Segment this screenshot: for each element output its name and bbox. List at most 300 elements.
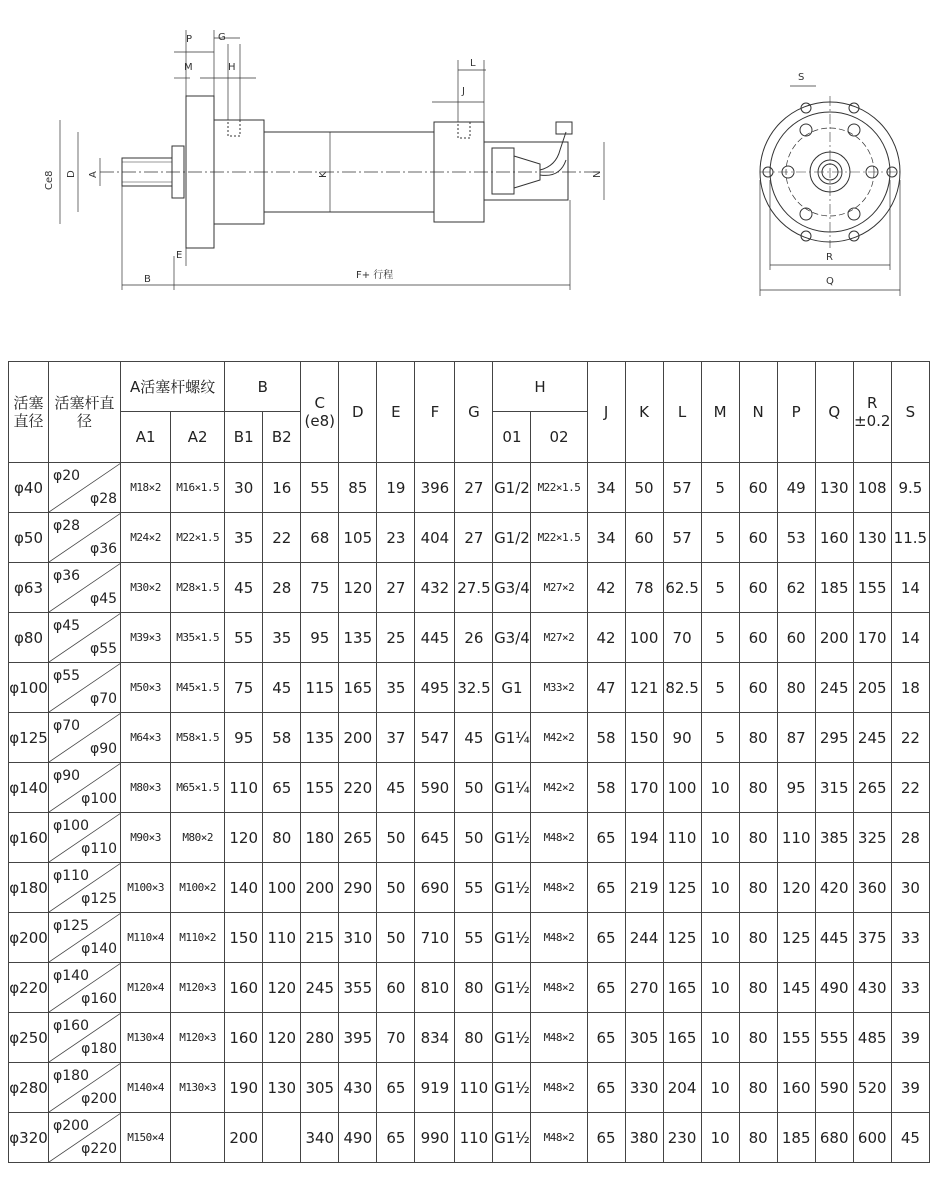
header-k: K — [625, 362, 663, 463]
cell-a2: M16×1.5 — [171, 463, 225, 513]
cell-r: 265 — [853, 763, 891, 813]
cell-j: 34 — [587, 463, 625, 513]
rod-diameter-min: φ28 — [53, 518, 81, 534]
cell-m: 5 — [701, 563, 739, 613]
table-row — [9, 913, 930, 963]
cell-s: 11.5 — [891, 513, 929, 563]
cell-r: 108 — [853, 463, 891, 513]
cell-piston: φ220 — [9, 963, 49, 1013]
cell-n: 80 — [739, 1113, 777, 1163]
cell-j: 42 — [587, 613, 625, 663]
cell-r: 430 — [853, 963, 891, 1013]
table-row — [9, 713, 930, 763]
rod-diameter-min: φ70 — [53, 718, 81, 734]
cell-k: 100 — [625, 613, 663, 663]
cell-a2: M22×1.5 — [171, 513, 225, 563]
cell-piston: φ80 — [9, 613, 49, 663]
cell-q: 490 — [815, 963, 853, 1013]
cell-h01: G3/4 — [493, 563, 531, 613]
cell-k: 170 — [625, 763, 663, 813]
header-b1: B1 — [225, 412, 263, 463]
cell-q: 445 — [815, 913, 853, 963]
rod-diameter-max: φ110 — [81, 841, 118, 857]
cell-piston: φ250 — [9, 1013, 49, 1063]
cell-p: 49 — [777, 463, 815, 513]
cell-g: 80 — [455, 963, 493, 1013]
cell-l: 230 — [663, 1113, 701, 1163]
cell-n: 80 — [739, 913, 777, 963]
cell-l: 57 — [663, 463, 701, 513]
header-h01: 01 — [493, 412, 531, 463]
table-row — [9, 1063, 930, 1113]
cell-q: 680 — [815, 1113, 853, 1163]
cell-f: 590 — [415, 763, 455, 813]
cell-p: 87 — [777, 713, 815, 763]
dim-label-a: A — [88, 171, 99, 178]
cell-rod-diameter — [49, 713, 121, 763]
cell-g: 50 — [455, 763, 493, 813]
cell-s: 33 — [891, 963, 929, 1013]
dim-label-q: Q — [826, 276, 834, 287]
cell-g: 110 — [455, 1063, 493, 1113]
cell-p: 155 — [777, 1013, 815, 1063]
cell-r: 520 — [853, 1063, 891, 1113]
cell-l: 165 — [663, 1013, 701, 1063]
rod-diameter-max: φ90 — [90, 741, 118, 757]
cell-rod-diameter — [49, 1013, 121, 1063]
cell-r: 170 — [853, 613, 891, 663]
cell-r: 360 — [853, 863, 891, 913]
cell-c: 115 — [301, 663, 339, 713]
cell-c: 95 — [301, 613, 339, 663]
cell-n: 80 — [739, 813, 777, 863]
cell-s: 22 — [891, 713, 929, 763]
cell-d: 105 — [339, 513, 377, 563]
cell-e: 23 — [377, 513, 415, 563]
cell-f: 404 — [415, 513, 455, 563]
cell-a2: M130×3 — [171, 1063, 225, 1113]
table-row — [9, 863, 930, 913]
cell-piston: φ320 — [9, 1113, 49, 1163]
cell-e: 65 — [377, 1063, 415, 1113]
cell-j: 65 — [587, 1113, 625, 1163]
cell-e: 50 — [377, 863, 415, 913]
cell-m: 10 — [701, 863, 739, 913]
rod-diameter-pair — [49, 513, 120, 562]
cell-e: 25 — [377, 613, 415, 663]
header-piston-diameter: 活塞直径 — [9, 362, 49, 463]
cell-rod-diameter — [49, 1113, 121, 1163]
cell-piston: φ50 — [9, 513, 49, 563]
header-b2: B2 — [263, 412, 301, 463]
cell-n: 60 — [739, 463, 777, 513]
cell-a1: M80×3 — [121, 763, 171, 813]
cell-j: 65 — [587, 963, 625, 1013]
cell-a2: M35×1.5 — [171, 613, 225, 663]
cell-m: 5 — [701, 663, 739, 713]
rod-diameter-max: φ180 — [81, 1041, 118, 1057]
cell-r: 130 — [853, 513, 891, 563]
rod-diameter-max: φ28 — [90, 491, 118, 507]
cell-l: 204 — [663, 1063, 701, 1113]
cell-c: 180 — [301, 813, 339, 863]
cell-h02: M27×2 — [531, 613, 587, 663]
cell-b2 — [263, 1113, 301, 1163]
cell-b1: 75 — [225, 663, 263, 713]
cell-s: 33 — [891, 913, 929, 963]
cell-l: 70 — [663, 613, 701, 663]
cell-h02: M48×2 — [531, 813, 587, 863]
rod-diameter-pair — [49, 913, 120, 962]
cell-l: 100 — [663, 763, 701, 813]
cell-rod-diameter — [49, 463, 121, 513]
cell-h02: M48×2 — [531, 913, 587, 963]
cell-b1: 30 — [225, 463, 263, 513]
cell-q: 130 — [815, 463, 853, 513]
cell-q: 315 — [815, 763, 853, 813]
cell-j: 34 — [587, 513, 625, 563]
cell-d: 85 — [339, 463, 377, 513]
cell-c: 75 — [301, 563, 339, 613]
rod-diameter-min: φ160 — [53, 1018, 89, 1034]
cell-k: 60 — [625, 513, 663, 563]
cell-c: 135 — [301, 713, 339, 763]
cell-b2: 35 — [263, 613, 301, 663]
cell-n: 80 — [739, 963, 777, 1013]
cell-a2 — [171, 1113, 225, 1163]
cell-q: 555 — [815, 1013, 853, 1063]
cell-g: 55 — [455, 863, 493, 913]
cell-s: 14 — [891, 613, 929, 663]
cell-h02: M48×2 — [531, 1063, 587, 1113]
cell-f: 919 — [415, 1063, 455, 1113]
cell-k: 121 — [625, 663, 663, 713]
table-row — [9, 763, 930, 813]
cell-e: 65 — [377, 1113, 415, 1163]
cell-b1: 160 — [225, 963, 263, 1013]
cell-b2: 65 — [263, 763, 301, 813]
dim-label-d: D — [66, 170, 77, 178]
cell-n: 80 — [739, 763, 777, 813]
cell-h01: G1½ — [493, 863, 531, 913]
cell-l: 125 — [663, 913, 701, 963]
cell-e: 50 — [377, 813, 415, 863]
rod-diameter-pair — [49, 1063, 120, 1112]
cell-a2: M58×1.5 — [171, 713, 225, 763]
cell-a2: M100×2 — [171, 863, 225, 913]
cell-e: 60 — [377, 963, 415, 1013]
cell-j: 47 — [587, 663, 625, 713]
cell-b2: 110 — [263, 913, 301, 963]
header-d: D — [339, 362, 377, 463]
cell-rod-diameter — [49, 913, 121, 963]
cell-b2: 100 — [263, 863, 301, 913]
dim-label-j: J — [462, 86, 465, 97]
cell-piston: φ200 — [9, 913, 49, 963]
cell-d: 200 — [339, 713, 377, 763]
rod-diameter-pair — [49, 1013, 120, 1062]
cell-piston: φ100 — [9, 663, 49, 713]
cell-l: 57 — [663, 513, 701, 563]
cell-q: 295 — [815, 713, 853, 763]
cell-m: 10 — [701, 1113, 739, 1163]
cylinder-spec-table — [8, 361, 930, 1163]
cell-c: 280 — [301, 1013, 339, 1063]
cell-m: 5 — [701, 513, 739, 563]
cell-p: 120 — [777, 863, 815, 913]
cell-l: 125 — [663, 863, 701, 913]
header-rod-diameter: 活塞杆直径 — [49, 362, 121, 463]
cell-d: 430 — [339, 1063, 377, 1113]
cell-q: 160 — [815, 513, 853, 563]
table-row — [9, 1013, 930, 1063]
cell-h02: M42×2 — [531, 713, 587, 763]
cell-s: 45 — [891, 1113, 929, 1163]
cell-l: 90 — [663, 713, 701, 763]
cell-piston: φ40 — [9, 463, 49, 513]
cell-a1: M110×4 — [121, 913, 171, 963]
cell-k: 78 — [625, 563, 663, 613]
header-rod-thread: A活塞杆螺纹 — [121, 362, 225, 412]
cell-h01: G1½ — [493, 1013, 531, 1063]
cell-k: 305 — [625, 1013, 663, 1063]
cell-d: 135 — [339, 613, 377, 663]
cell-s: 18 — [891, 663, 929, 713]
cell-a2: M28×1.5 — [171, 563, 225, 613]
cell-b1: 160 — [225, 1013, 263, 1063]
rod-diameter-max: φ140 — [81, 941, 118, 957]
cell-p: 62 — [777, 563, 815, 613]
rod-diameter-pair — [49, 1113, 120, 1162]
cell-a2: M80×2 — [171, 813, 225, 863]
cell-piston: φ63 — [9, 563, 49, 613]
cell-rod-diameter — [49, 963, 121, 1013]
header-c — [301, 362, 339, 463]
cell-c: 55 — [301, 463, 339, 513]
cell-b2: 120 — [263, 1013, 301, 1063]
cell-h02: M48×2 — [531, 1013, 587, 1063]
rod-diameter-max: φ45 — [90, 591, 118, 607]
cell-f: 432 — [415, 563, 455, 613]
cell-b1: 140 — [225, 863, 263, 913]
cell-h02: M22×1.5 — [531, 463, 587, 513]
cell-e: 27 — [377, 563, 415, 613]
cell-b2: 120 — [263, 963, 301, 1013]
cell-a1: M140×4 — [121, 1063, 171, 1113]
cell-b2: 22 — [263, 513, 301, 563]
cell-h02: M42×2 — [531, 763, 587, 813]
cell-s: 9.5 — [891, 463, 929, 513]
cell-p: 95 — [777, 763, 815, 813]
cell-q: 385 — [815, 813, 853, 863]
header-g: G — [455, 362, 493, 463]
rod-diameter-min: φ90 — [53, 768, 81, 784]
cell-a1: M100×3 — [121, 863, 171, 913]
rod-diameter-min: φ36 — [53, 568, 81, 584]
cell-f: 990 — [415, 1113, 455, 1163]
cell-f: 690 — [415, 863, 455, 913]
cell-b1: 120 — [225, 813, 263, 863]
rod-diameter-min: φ45 — [53, 618, 81, 634]
cell-k: 270 — [625, 963, 663, 1013]
cell-n: 60 — [739, 563, 777, 613]
cell-b2: 45 — [263, 663, 301, 713]
cell-r: 600 — [853, 1113, 891, 1163]
cell-h01: G1¼ — [493, 763, 531, 813]
cell-rod-diameter — [49, 613, 121, 663]
cell-rod-diameter — [49, 763, 121, 813]
cell-d: 490 — [339, 1113, 377, 1163]
rod-diameter-pair — [49, 563, 120, 612]
cell-p: 145 — [777, 963, 815, 1013]
header-s: S — [891, 362, 929, 463]
cell-a1: M50×3 — [121, 663, 171, 713]
cell-b1: 35 — [225, 513, 263, 563]
table-row — [9, 1113, 930, 1163]
cell-d: 220 — [339, 763, 377, 813]
dim-label-r: R — [826, 252, 833, 263]
cell-h02: M48×2 — [531, 863, 587, 913]
rod-diameter-min: φ125 — [53, 918, 89, 934]
rod-diameter-max: φ160 — [81, 991, 118, 1007]
cell-a1: M18×2 — [121, 463, 171, 513]
cell-rod-diameter — [49, 513, 121, 563]
cell-f: 645 — [415, 813, 455, 863]
rod-diameter-max: φ100 — [81, 791, 118, 807]
cell-b1: 200 — [225, 1113, 263, 1163]
cell-g: 26 — [455, 613, 493, 663]
cell-p: 185 — [777, 1113, 815, 1163]
cell-d: 120 — [339, 563, 377, 613]
cell-n: 80 — [739, 1013, 777, 1063]
cell-e: 50 — [377, 913, 415, 963]
cell-c: 68 — [301, 513, 339, 563]
cell-s: 39 — [891, 1013, 929, 1063]
cell-s: 30 — [891, 863, 929, 913]
cell-q: 420 — [815, 863, 853, 913]
cell-e: 37 — [377, 713, 415, 763]
table-row — [9, 613, 930, 663]
cell-h01: G1½ — [493, 813, 531, 863]
dim-label-ce8: Ce8 — [44, 170, 55, 190]
cell-r: 205 — [853, 663, 891, 713]
cell-a2: M45×1.5 — [171, 663, 225, 713]
table-row — [9, 963, 930, 1013]
table-row — [9, 513, 930, 563]
cell-h02: M33×2 — [531, 663, 587, 713]
cell-p: 125 — [777, 913, 815, 963]
rod-diameter-min: φ20 — [53, 468, 81, 484]
header-r-tolerance: ±0.2 — [854, 412, 891, 430]
cell-h01: G1 — [493, 663, 531, 713]
cell-r: 155 — [853, 563, 891, 613]
cell-q: 200 — [815, 613, 853, 663]
header-l: L — [663, 362, 701, 463]
cell-g: 27 — [455, 463, 493, 513]
rod-diameter-max: φ200 — [81, 1091, 118, 1107]
cell-h02: M27×2 — [531, 563, 587, 613]
header-h02: 02 — [531, 412, 587, 463]
cell-n: 60 — [739, 663, 777, 713]
cell-piston: φ140 — [9, 763, 49, 813]
cell-m: 10 — [701, 813, 739, 863]
cell-p: 110 — [777, 813, 815, 863]
rod-diameter-pair — [49, 963, 120, 1012]
cell-c: 200 — [301, 863, 339, 913]
cell-n: 60 — [739, 513, 777, 563]
cell-a1: M120×4 — [121, 963, 171, 1013]
header-r-letter: R — [867, 394, 878, 412]
cell-m: 10 — [701, 963, 739, 1013]
cell-k: 150 — [625, 713, 663, 763]
cell-p: 60 — [777, 613, 815, 663]
cell-e: 45 — [377, 763, 415, 813]
cell-rod-diameter — [49, 813, 121, 863]
cell-piston: φ125 — [9, 713, 49, 763]
cell-h01: G1/2 — [493, 513, 531, 563]
rod-diameter-pair — [49, 813, 120, 862]
cell-h02: M22×1.5 — [531, 513, 587, 563]
cell-l: 82.5 — [663, 663, 701, 713]
dim-label-g: G — [218, 32, 226, 43]
header-r — [853, 362, 891, 463]
cell-rod-diameter — [49, 663, 121, 713]
rod-diameter-pair — [49, 713, 120, 762]
cell-m: 5 — [701, 463, 739, 513]
header-j: J — [587, 362, 625, 463]
cell-n: 80 — [739, 863, 777, 913]
header-a1: A1 — [121, 412, 171, 463]
cell-a1: M130×4 — [121, 1013, 171, 1063]
cell-h01: G3/4 — [493, 613, 531, 663]
cell-piston: φ180 — [9, 863, 49, 913]
cell-k: 380 — [625, 1113, 663, 1163]
cell-b1: 55 — [225, 613, 263, 663]
cell-a1: M24×2 — [121, 513, 171, 563]
rod-diameter-max: φ55 — [90, 641, 118, 657]
cell-g: 27 — [455, 513, 493, 563]
cell-piston: φ160 — [9, 813, 49, 863]
header-m: M — [701, 362, 739, 463]
cell-f: 495 — [415, 663, 455, 713]
cell-j: 65 — [587, 913, 625, 963]
table-row — [9, 563, 930, 613]
cell-f: 547 — [415, 713, 455, 763]
cell-r: 325 — [853, 813, 891, 863]
dim-label-k: K — [318, 171, 329, 178]
cell-rod-diameter — [49, 863, 121, 913]
cell-g: 80 — [455, 1013, 493, 1063]
cell-f: 396 — [415, 463, 455, 513]
cell-b1: 150 — [225, 913, 263, 963]
rod-diameter-pair — [49, 763, 120, 812]
cell-s: 14 — [891, 563, 929, 613]
cell-f: 445 — [415, 613, 455, 663]
rod-diameter-min: φ180 — [53, 1068, 89, 1084]
cell-a1: M64×3 — [121, 713, 171, 763]
rod-diameter-min: φ55 — [53, 668, 81, 684]
table-row — [9, 663, 930, 713]
cell-a2: M110×2 — [171, 913, 225, 963]
dim-label-f: F+ 行程 — [356, 270, 394, 281]
cell-h01: G1½ — [493, 1063, 531, 1113]
cell-f: 810 — [415, 963, 455, 1013]
cell-a2: M65×1.5 — [171, 763, 225, 813]
cell-b2: 16 — [263, 463, 301, 513]
header-c-letter: C — [314, 394, 326, 412]
rod-diameter-pair — [49, 863, 120, 912]
header-f: F — [415, 362, 455, 463]
